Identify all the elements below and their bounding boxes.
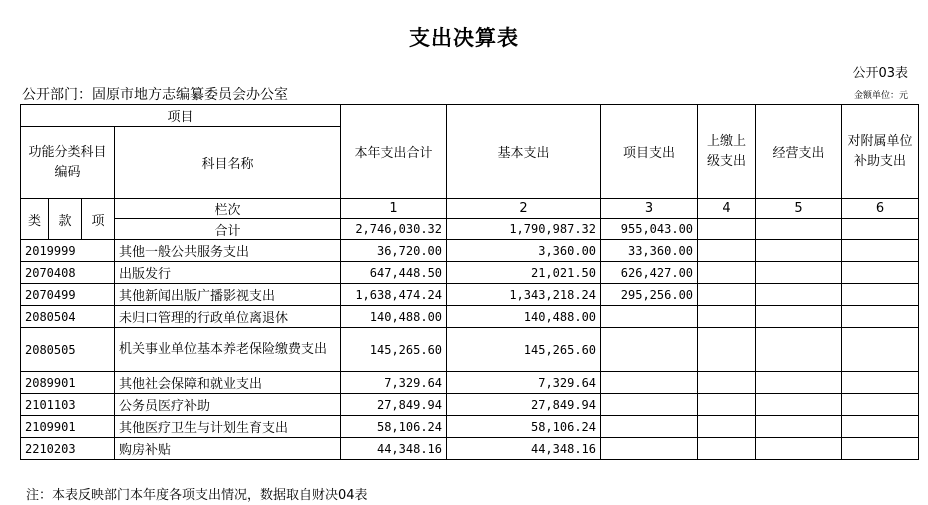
row-value: 295,256.00 (601, 284, 698, 306)
row-name: 其他社会保障和就业支出 (115, 372, 341, 394)
row-value (842, 438, 919, 460)
row-value: 27,849.94 (447, 394, 601, 416)
func-code-header: 功能分类科目编码 (21, 127, 115, 199)
col-number: 5 (756, 199, 842, 219)
row-value (698, 394, 756, 416)
table-row (21, 262, 919, 284)
kuan-header: 款 (49, 199, 82, 240)
row-value (756, 394, 842, 416)
row-value (842, 394, 919, 416)
footnote: 注：本表反映部门本年度各项支出情况，数据取自财决04表 (26, 488, 368, 503)
row-name: 其他医疗卫生与计划生育支出 (115, 416, 341, 438)
row-name: 其他新闻出版广播影视支出 (115, 284, 341, 306)
lanci-label: 栏次 (115, 199, 341, 219)
row-value: 626,427.00 (601, 262, 698, 284)
row-value (842, 416, 919, 438)
col-header: 项目支出 (601, 105, 698, 199)
col-header: 经营支出 (756, 105, 842, 199)
table-row (21, 372, 919, 394)
total-label: 合计 (115, 219, 341, 240)
table-row (21, 284, 919, 306)
row-code: 2109901 (21, 416, 115, 438)
row-code: 2089901 (21, 372, 115, 394)
lei-header: 类 (21, 199, 49, 240)
row-value (842, 306, 919, 328)
table-row (21, 306, 919, 328)
row-value: 1,343,218.24 (447, 284, 601, 306)
row-value: 33,360.00 (601, 240, 698, 262)
row-value: 1,638,474.24 (341, 284, 447, 306)
table-row (21, 394, 919, 416)
row-value (698, 284, 756, 306)
row-value: 3,360.00 (447, 240, 601, 262)
row-name: 出版发行 (115, 262, 341, 284)
row-name: 购房补贴 (115, 438, 341, 460)
row-value (756, 240, 842, 262)
total-cell: 2,746,030.32 (341, 219, 447, 240)
row-value (842, 262, 919, 284)
total-cell: 1,790,987.32 (447, 219, 601, 240)
row-code: 2080505 (21, 328, 115, 372)
table-row (21, 240, 919, 262)
row-value (842, 240, 919, 262)
row-value (756, 328, 842, 372)
row-value: 145,265.60 (341, 328, 447, 372)
row-value: 21,021.50 (447, 262, 601, 284)
col-number: 1 (341, 199, 447, 219)
table-row (21, 438, 919, 460)
row-value (756, 306, 842, 328)
total-cell (756, 219, 842, 240)
total-cell (698, 219, 756, 240)
row-value (601, 372, 698, 394)
row-code: 2019999 (21, 240, 115, 262)
row-value (698, 306, 756, 328)
row-value (601, 306, 698, 328)
row-value (698, 240, 756, 262)
row-value (601, 328, 698, 372)
row-value: 647,448.50 (341, 262, 447, 284)
row-value: 140,488.00 (447, 306, 601, 328)
row-name: 机关事业单位基本养老保险缴费支出 (115, 328, 341, 372)
row-value: 44,348.16 (447, 438, 601, 460)
row-value (756, 438, 842, 460)
row-name: 其他一般公共服务支出 (115, 240, 341, 262)
row-value: 58,106.24 (341, 416, 447, 438)
col-header: 上缴上级支出 (698, 105, 756, 199)
table-number: 公开03表 (852, 66, 908, 81)
row-code: 2080504 (21, 306, 115, 328)
department-label: 公开部门：固原市地方志编纂委员会办公室 (22, 87, 288, 103)
row-value (756, 416, 842, 438)
row-value: 7,329.64 (341, 372, 447, 394)
subject-name-header: 科目名称 (115, 127, 341, 199)
col-header: 基本支出 (447, 105, 601, 199)
row-value (601, 438, 698, 460)
col-number: 2 (447, 199, 601, 219)
row-value (756, 262, 842, 284)
row-value (842, 328, 919, 372)
table-row (21, 328, 919, 372)
row-value: 140,488.00 (341, 306, 447, 328)
row-code: 2210203 (21, 438, 115, 460)
row-name: 未归口管理的行政单位离退休 (115, 306, 341, 328)
row-value: 44,348.16 (341, 438, 447, 460)
row-value (601, 394, 698, 416)
row-value (842, 284, 919, 306)
page-title: 支出决算表 (409, 25, 519, 50)
row-value (698, 438, 756, 460)
row-value: 36,720.00 (341, 240, 447, 262)
row-value (698, 372, 756, 394)
row-value (842, 372, 919, 394)
col-number: 4 (698, 199, 756, 219)
total-cell: 955,043.00 (601, 219, 698, 240)
row-value (698, 328, 756, 372)
row-value (756, 372, 842, 394)
row-value: 145,265.60 (447, 328, 601, 372)
row-value (601, 416, 698, 438)
row-code: 2101103 (21, 394, 115, 416)
row-name: 公务员医疗补助 (115, 394, 341, 416)
row-code: 2070408 (21, 262, 115, 284)
expenditure-table (20, 104, 919, 460)
unit-label: 金额单位：元 (853, 91, 908, 101)
row-code: 2070499 (21, 284, 115, 306)
row-value: 27,849.94 (341, 394, 447, 416)
row-value: 7,329.64 (447, 372, 601, 394)
project-header: 项目 (21, 105, 341, 127)
row-value (698, 262, 756, 284)
table-row (21, 416, 919, 438)
col-number: 3 (601, 199, 698, 219)
row-value (698, 416, 756, 438)
col-header: 对附属单位补助支出 (842, 105, 919, 199)
total-cell (842, 219, 919, 240)
col-header: 本年支出合计 (341, 105, 447, 199)
row-value: 58,106.24 (447, 416, 601, 438)
xiang-header: 项 (82, 199, 115, 240)
col-number: 6 (842, 199, 919, 219)
row-value (756, 284, 842, 306)
